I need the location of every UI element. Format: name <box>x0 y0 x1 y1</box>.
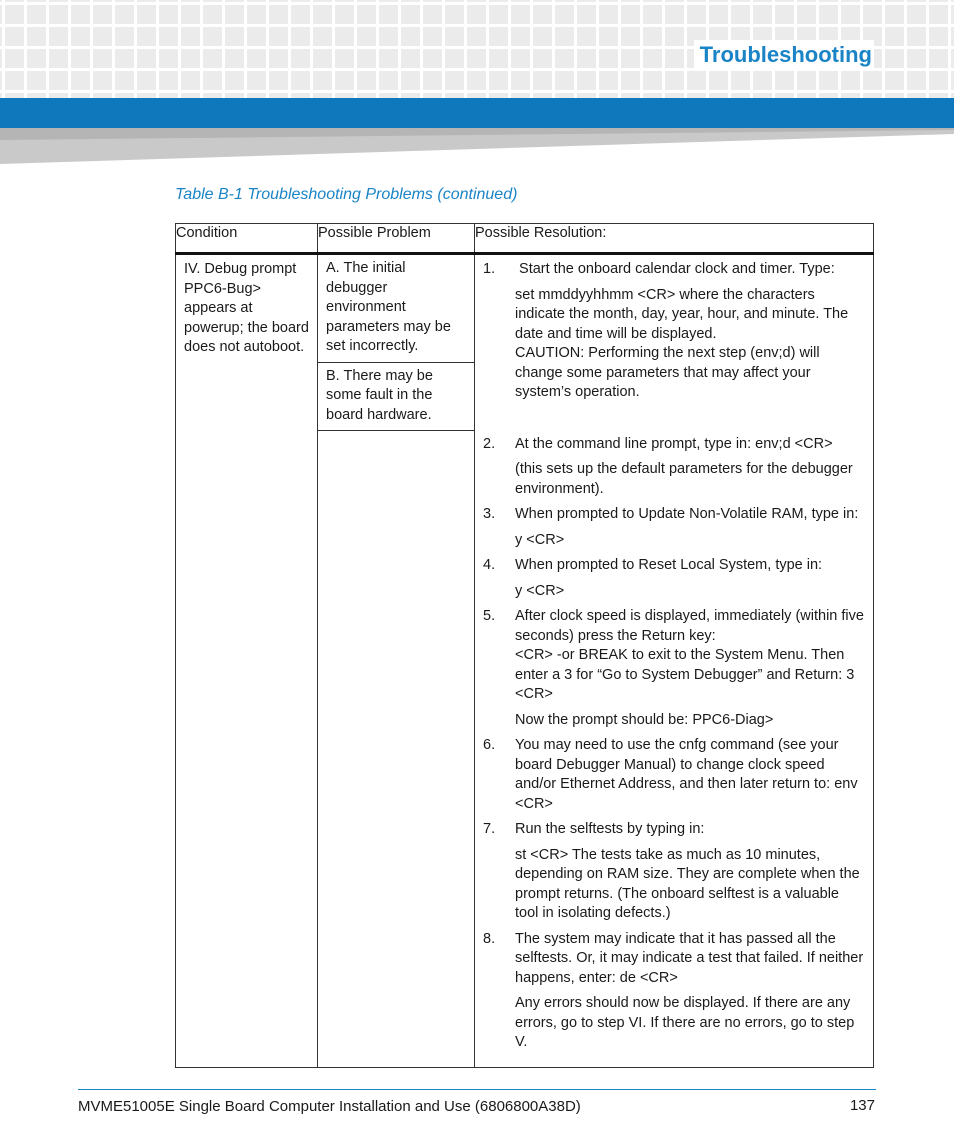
step-detail <box>515 286 865 403</box>
problem-a: A. The initial debugger environment parameters may be set incorrectly. <box>318 255 474 363</box>
resolution-step-3 <box>483 505 865 525</box>
resolution-step-4 <box>483 556 865 576</box>
step-detail: Now the prompt should be: PPC6-Diag> <box>515 711 774 728</box>
footer-divider <box>78 1089 876 1090</box>
problem-b: B. There may be some fault in the board hardware. <box>318 363 474 432</box>
step-text-part-2: <CR> -or BREAK to exit to the System Menu. Then enter a 3 for “Go to System Debugger” and Return: 3 <CR> <box>515 647 855 702</box>
problem-cell <box>318 254 475 1068</box>
header-grey-swoosh <box>0 128 954 164</box>
step-number: 3. <box>483 506 496 522</box>
condition-cell: IV. Debug prompt PPC6-Bug> appears at powerup; the board does not autoboot. <box>176 254 318 1068</box>
column-header-resolution: Possible Resolution: <box>475 224 874 254</box>
step-number: 5. <box>483 608 496 624</box>
table-caption: Table B-1 Troubleshooting Problems (continued) <box>175 186 518 203</box>
caution-text: CAUTION: Performing the next step (env;d) will change some parameters that may affect your system’s operation. <box>515 345 820 400</box>
step-detail: y <CR> <box>515 582 565 599</box>
column-header-problem: Possible Problem <box>318 224 475 254</box>
step-number: 8. <box>483 930 496 947</box>
step-number: 1. <box>483 261 496 277</box>
step-text: When prompted to Reset Local System, type in: <box>515 557 823 573</box>
troubleshooting-table <box>175 223 874 1068</box>
column-header-condition: Condition <box>176 224 318 254</box>
table-header-row <box>176 224 874 254</box>
resolution-step-8 <box>483 930 865 989</box>
header-blue-band <box>0 98 954 128</box>
table-row <box>176 254 874 1068</box>
step-detail: y <CR> <box>515 531 565 548</box>
step-detail: Any errors should now be displayed. If there are any errors, go to step VI. If there are no errors, go to step V. <box>515 995 855 1050</box>
step-number: 7. <box>483 821 496 837</box>
step-detail: st <CR> The tests take as much as 10 minutes, depending on RAM size. They are complete when the prompt returns. (The onboard selftest is a valuable tool in isolating defects.) <box>515 846 860 921</box>
page-section-title: Troubleshooting <box>694 40 874 70</box>
resolution-step-5 <box>483 607 865 705</box>
resolution-step-2 <box>483 435 865 455</box>
step-text: Start the onboard calendar clock and timer. Type: <box>515 261 835 277</box>
step-text: Run the selftests by typing in: <box>515 821 705 837</box>
step-detail: (this sets up the default parameters for the debugger environment). <box>515 461 853 497</box>
step-text <box>515 607 865 705</box>
footer-document-title: MVME51005E Single Board Computer Installation and Use (6806800A38D) <box>78 1098 581 1115</box>
resolution-step-1 <box>483 260 865 280</box>
step-number: 4. <box>483 557 496 573</box>
step-text: At the command line prompt, type in: env;d <CR> <box>515 435 833 452</box>
page-number: 137 <box>849 1097 875 1114</box>
step-detail-text: set mmddyyhhmm <CR> where the characters indicate the month, day, year, hour, and minute. The date and time will be displayed. <box>515 286 849 342</box>
resolution-step-6 <box>483 736 865 814</box>
step-text: The system may indicate that it has passed all the selftests. Or, it may indicate a test that failed. If neither happens, enter: de <CR> <box>515 930 864 986</box>
step-text-part-1: After clock speed is displayed, immediately (within five seconds) press the Return key: <box>515 608 864 644</box>
resolution-step-7 <box>483 820 865 840</box>
step-text: When prompted to Update Non-Volatile RAM, type in: <box>515 506 859 522</box>
step-number: 2. <box>483 435 496 452</box>
step-number: 6. <box>483 737 496 753</box>
resolution-cell <box>475 254 874 1068</box>
step-text: You may need to use the cnfg command (see your board Debugger Manual) to change clock speed and/or Ethernet Address, and then later return to: env <CR> <box>515 737 858 812</box>
